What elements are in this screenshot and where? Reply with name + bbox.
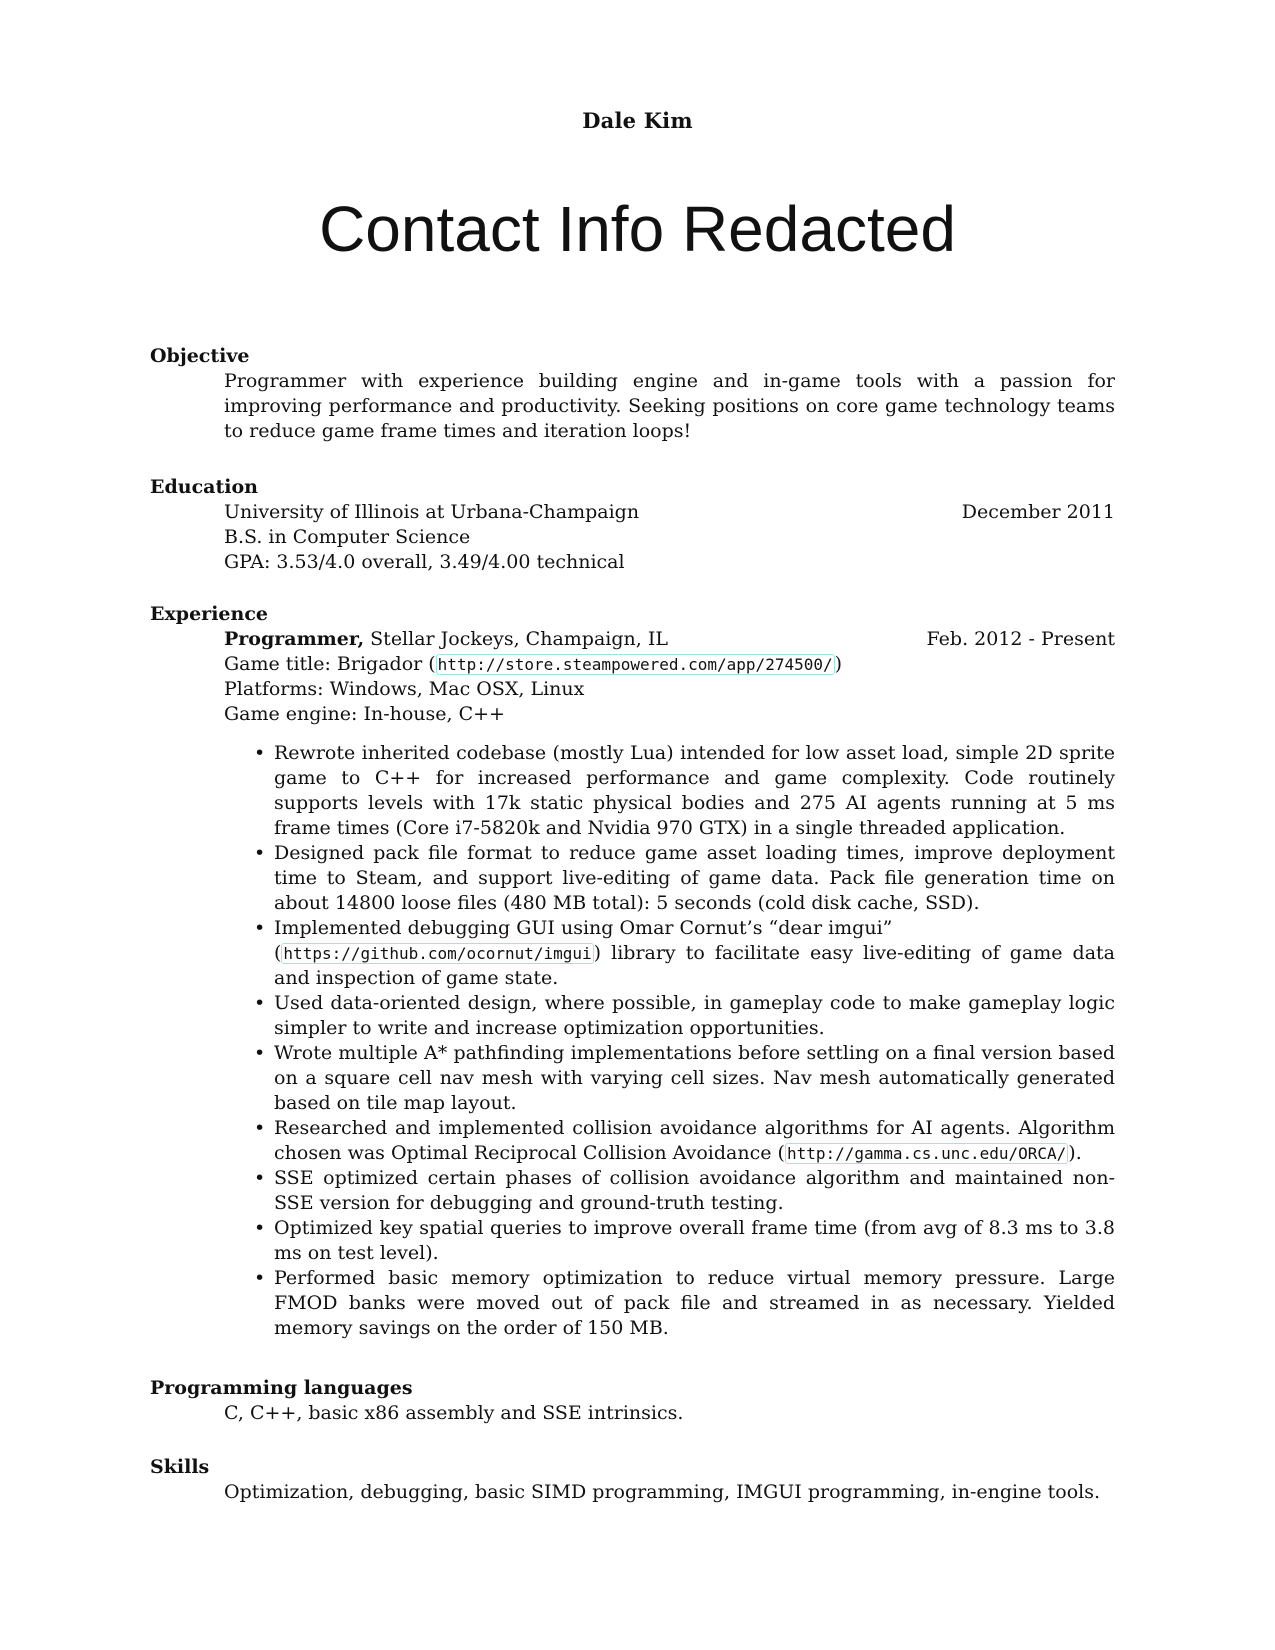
bullet-text: Researched and implemented collision avoidance algorithms for AI agents. Algorithm chosen was Optimal Reciprocal Collision Avoidance ( [274, 1117, 1115, 1164]
skills-text: Optimization, debugging, basic SIMD programming, IMGUI programming, in-engine tools. [224, 1481, 1101, 1503]
job-row [224, 627, 1115, 652]
bullet-item: • Optimized key spatial queries to improve overall frame time (from avg of 8.3 ms to 3.8 ms on test level). [274, 1216, 1115, 1266]
bullet-item [274, 916, 1115, 991]
experience-section [150, 601, 1115, 1341]
objective-text: Programmer with experience building engine and in-game tools with a passion for improving performance and productivity. Seeking positions on core game technology teams to reduce game frame times and iteration loops! [224, 370, 1115, 442]
job-dates: Feb. 2012 - Present [926, 628, 1115, 650]
game-title-line [224, 652, 1115, 677]
game-engine: Game engine: In-house, C++ [224, 703, 505, 725]
bullet-item: • SSE optimized certain phases of collision avoidance algorithm and maintained non-SSE version for debugging and ground-truth testing. [274, 1166, 1115, 1216]
experience-body [224, 627, 1115, 1341]
degree: B.S. in Computer Science [224, 526, 471, 548]
experience-heading: Experience [150, 603, 268, 625]
bullet-text: Implemented debugging GUI using Omar Cornut’s “dear imgui” [274, 917, 893, 939]
job-role: Programmer, [224, 628, 365, 650]
gpa: GPA: 3.53/4.0 overall, 3.49/4.00 technical [224, 551, 625, 573]
education-body [224, 500, 1115, 575]
education-heading: Education [150, 476, 258, 498]
job-title-line [224, 627, 668, 652]
languages-section [150, 1375, 1115, 1426]
game-store-link[interactable]: http://store.steampowered.com/app/274500/ [437, 655, 833, 674]
education-school-row [224, 500, 1115, 525]
bullet-item: • Used data-oriented design, where possible, in gameplay code to make gameplay logic simpler to write and increase optimization opportunities. [274, 991, 1115, 1041]
school-name: University of Illinois at Urbana-Champaign [224, 501, 640, 523]
experience-bullets [224, 741, 1115, 1341]
platforms: Platforms: Windows, Mac OSX, Linux [224, 678, 585, 700]
candidate-name: Dale Kim [582, 108, 693, 133]
languages-heading: Programming languages [150, 1377, 413, 1399]
objective-section [150, 343, 1115, 444]
bullet-text: ). [1068, 1142, 1082, 1164]
game-title-label: Game title: Brigador ( [224, 653, 436, 675]
bullet-item: • Wrote multiple A* pathfinding implementations before settling on a final version based on a square cell nav mesh with varying cell sizes. Nav mesh automatically generated based on tile map layout. [274, 1041, 1115, 1116]
graduation-date: December 2011 [961, 501, 1115, 523]
job-company: Stellar Jockeys, Champaign, IL [364, 628, 668, 650]
contact-info: Contact Info Redacted [319, 193, 956, 265]
objective-heading: Objective [150, 345, 250, 367]
bullet-text: ( [274, 942, 282, 964]
bullet-item: • Designed pack file format to reduce game asset loading times, improve deployment time to Steam, and support live-editing of game data. Pack file generation time on about 14800 loose files (480 MB total): 5 seconds (cold disk cache, SSD). [274, 841, 1115, 916]
game-title-close: ) [834, 653, 843, 675]
orca-link[interactable]: http://gamma.cs.unc.edu/ORCA/ [786, 1144, 1067, 1163]
bullet-item [274, 1116, 1115, 1166]
education-section [150, 474, 1115, 575]
bullet-text: ) library to facilitate easy live-editing of game data and inspection of game state. [274, 942, 1115, 989]
languages-text: C, C++, basic x86 assembly and SSE intrinsics. [224, 1402, 684, 1424]
bullet-item: • Performed basic memory optimization to reduce virtual memory pressure. Large FMOD banks were moved out of pack file and streamed in as necessary. Yielded memory savings on the order of 150 MB. [274, 1266, 1115, 1341]
imgui-link[interactable]: https://github.com/ocornut/imgui [283, 944, 592, 963]
bullet-item: • Rewrote inherited codebase (mostly Lua) intended for low asset load, simple 2D sprite game to C++ for increased performance and game complexity. Code routinely supports levels with 17k static physical bodies and 275 AI agents running at 5 ms frame times (Core i7-5820k and Nvidia 970 GTX) in a single threaded application. [274, 741, 1115, 841]
skills-heading: Skills [150, 1456, 210, 1478]
skills-section [150, 1454, 1115, 1505]
